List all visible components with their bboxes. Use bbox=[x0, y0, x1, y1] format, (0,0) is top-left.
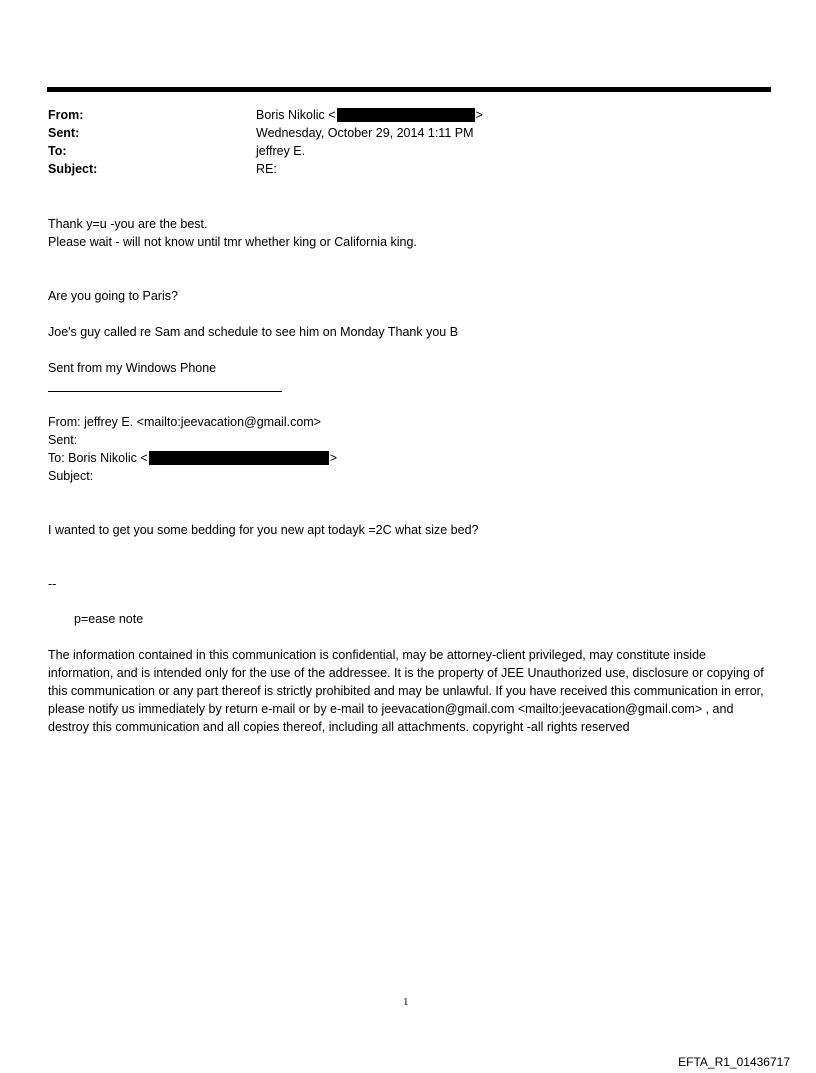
sent-label: Sent: bbox=[48, 126, 80, 140]
signature-separator: -- bbox=[48, 577, 57, 591]
to-row bbox=[48, 142, 483, 160]
sent-value: Wednesday, October 29, 2014 1:11 PM bbox=[256, 126, 474, 140]
quoted-from-line: From: jeffrey E. <mailto:jeevacation@gmail.com> bbox=[48, 415, 321, 429]
quote-separator bbox=[48, 391, 282, 392]
from-name: Boris Nikolic < bbox=[256, 108, 336, 122]
reply-line-2: Please wait - will not know until tmr whether king or California king. bbox=[48, 235, 417, 249]
redaction-box bbox=[337, 108, 475, 122]
page-number: 1 bbox=[403, 996, 409, 1008]
quoted-subject-line: Subject: bbox=[48, 469, 94, 483]
subject-label: Subject: bbox=[48, 162, 98, 176]
quoted-to-wrap bbox=[48, 449, 337, 467]
from-value bbox=[256, 106, 483, 124]
reply-line-3: Are you going to Paris? bbox=[48, 289, 178, 303]
to-label: To: bbox=[48, 144, 67, 158]
sent-from-phone: Sent from my Windows Phone bbox=[48, 361, 217, 375]
from-bracket: > bbox=[475, 108, 483, 122]
quoted-to-line bbox=[48, 449, 760, 467]
from-row bbox=[48, 106, 483, 124]
quoted-body-line: I wanted to get you some bedding for you new apt todayk =2C what size bed? bbox=[48, 523, 479, 537]
quoted-to-prefix: To: Boris Nikolic < bbox=[48, 451, 148, 465]
reply-line-4: Joe's guy called re Sam and schedule to see him on Monday Thank you B bbox=[48, 325, 459, 339]
email-header bbox=[48, 106, 483, 178]
to-value: jeffrey E. bbox=[256, 144, 306, 158]
header-rule bbox=[47, 87, 771, 92]
document-id: EFTA_R1_01436717 bbox=[678, 1055, 790, 1069]
quoted-sent-line: Sent: bbox=[48, 433, 78, 447]
reply-line-1: Thank y=u -you are the best. bbox=[48, 217, 208, 231]
subject-value: RE: bbox=[256, 162, 277, 176]
quoted-to-suffix: > bbox=[329, 451, 337, 465]
from-label: From: bbox=[48, 108, 84, 122]
redaction-box bbox=[149, 451, 329, 465]
note-line: p=ease note bbox=[74, 612, 144, 626]
subject-row bbox=[48, 160, 483, 178]
sent-row bbox=[48, 124, 483, 142]
disclaimer-paragraph: The information contained in this communication is confidential, may be attorney-client privileged, may constitute inside information, and is intended only for the use of the addressee. It is the property of JEE Unauthorized use, disclosure or copying of this communication or any part thereof is strictly prohibited and may be unlawful. If you have received this communication in error, please notify us immediately by return e-mail or by e-mail to jeevacation@gmail.com <mailto:jeevacation@gmail.com> , and destroy this communication and all copies thereof, including all attachments. copyright -all rights reserved bbox=[48, 648, 764, 734]
